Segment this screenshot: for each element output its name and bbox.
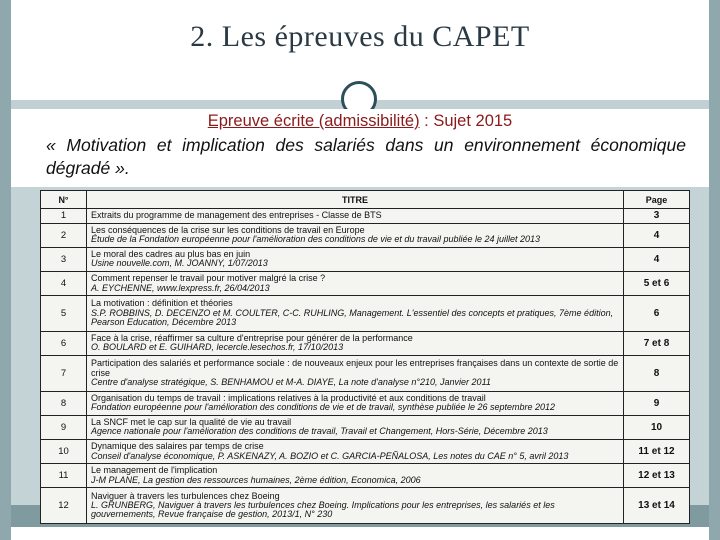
exam-topic-quote: « Motivation et implication des salariés dans un environnement économique dégradé ».: [46, 135, 686, 178]
row-title: [87, 247, 624, 271]
row-number: 6: [41, 331, 87, 355]
row-page: 8: [624, 355, 690, 391]
row-title: [87, 439, 624, 463]
table-row: [41, 488, 690, 524]
row-main-title: La SNCF met le cap sur la qualité de vie au travail: [91, 416, 292, 427]
table-row: [41, 331, 690, 355]
row-page: 6: [624, 296, 690, 332]
right-frame-bar: [709, 0, 720, 540]
row-number: 4: [41, 271, 87, 295]
row-source: Agence nationale pour l'amélioration des conditions de travail, Travail et Changement, Hors-Série, Décembre 2013: [91, 426, 548, 437]
row-source: A. EYCHENNE, www.lexpress.fr, 26/04/2013: [91, 282, 270, 293]
table-row: [41, 271, 690, 295]
table-row: [41, 355, 690, 391]
row-number: 12: [41, 488, 87, 524]
row-main-title: Les conséquences de la crise sur les conditions de travail en Europe: [91, 224, 365, 235]
row-page: 13 et 14: [624, 488, 690, 524]
row-number: 9: [41, 415, 87, 439]
row-source: Conseil d'analyse économique, P. ASKENAZY, A. BOZIO et C. GARCIA-PEÑALOSA, Les notes du CAE n° 5, avril 2013: [91, 450, 569, 461]
row-page: 5 et 6: [624, 271, 690, 295]
row-title: [87, 271, 624, 295]
table-row: [41, 391, 690, 415]
row-number: 3: [41, 247, 87, 271]
row-number: 1: [41, 209, 87, 224]
row-title: [87, 464, 624, 488]
row-page: 7 et 8: [624, 331, 690, 355]
row-source: L. GRUNBERG, Naviguer à travers les turbulences chez Boeing. Implications pour les entreprises, les salariés et les gouvernements, Revue française de gestion, 2013/1, N° 230: [91, 499, 555, 520]
row-main-title: La motivation : définition et théories: [91, 298, 233, 309]
row-main-title: Face à la crise, réaffirmer sa culture d'entreprise pour générer de la performance: [91, 332, 413, 343]
row-main-title: Extraits du programme de management des entreprises - Classe de BTS: [91, 210, 382, 221]
row-title: [87, 296, 624, 332]
row-number: 5: [41, 296, 87, 332]
row-source: Fondation européenne pour l'amélioration des conditions de vie et de travail, synthèse publiée le 26 septembre 2012: [91, 402, 556, 413]
row-page: 4: [624, 223, 690, 247]
row-main-title: Le management de l'implication: [91, 465, 218, 476]
row-main-title: Comment repenser le travail pour motiver malgré la crise ?: [91, 273, 326, 284]
row-page: 4: [624, 247, 690, 271]
row-page: 12 et 13: [624, 464, 690, 488]
left-frame-bar: [0, 0, 11, 540]
row-title: [87, 355, 624, 391]
row-page: 11 et 12: [624, 439, 690, 463]
row-title: [87, 488, 624, 524]
row-number: 7: [41, 355, 87, 391]
row-title: [87, 391, 624, 415]
header-page: Page: [624, 191, 690, 209]
table-row: [41, 464, 690, 488]
header-title: TITRE: [87, 191, 624, 209]
row-number: 11: [41, 464, 87, 488]
table-row: [41, 439, 690, 463]
row-main-title: Dynamique des salaires par temps de crise: [91, 441, 264, 452]
table-row: [41, 415, 690, 439]
row-number: 10: [41, 439, 87, 463]
header-num: N°: [41, 191, 87, 209]
documents-table: [40, 190, 690, 524]
row-page: 9: [624, 391, 690, 415]
row-main-title: Naviguer à travers les turbulences chez Boeing: [91, 490, 280, 501]
row-title: [87, 223, 624, 247]
row-main-title: Participation des salariés et performance sociale : de nouveaux enjeux pour les entreprises françaises dans un contexte de sortie de crise: [91, 358, 619, 378]
row-number: 2: [41, 223, 87, 247]
table-row: [41, 247, 690, 271]
subtitle-year: : Sujet 2015: [419, 112, 513, 130]
row-source: Étude de la Fondation européenne pour l'amélioration des conditions de vie et du travail publiée le 24 juillet 2013: [91, 234, 541, 245]
row-page: 3: [624, 209, 690, 224]
row-page: 10: [624, 415, 690, 439]
row-title: [87, 209, 624, 224]
row-source: O. BOULARD et E. GUIHARD, lecercle.lesechos.fr, 17/10/2013: [91, 342, 344, 353]
row-main-title: Organisation du temps de travail : implications relatives à la productivité et aux conditions de travail: [91, 392, 486, 403]
row-number: 8: [41, 391, 87, 415]
table-header-row: [41, 191, 690, 209]
row-main-title: Le moral des cadres au plus bas en juin: [91, 248, 251, 259]
row-source: Centre d'analyse stratégique, S. BENHAMOU et M-A. DIAYE, La note d'analyse n°210, Janvier 2011: [91, 376, 491, 387]
row-source: J-M PLANE, La gestion des ressources humaines, 2ème édition, Economica, 2006: [91, 474, 421, 485]
row-title: [87, 331, 624, 355]
table-row: [41, 223, 690, 247]
row-title: [87, 415, 624, 439]
subtitle-exam-type: Epreuve écrite (admissibilité): [207, 112, 420, 130]
table-row: [41, 296, 690, 332]
table-row: [41, 209, 690, 224]
slide-title: 2. Les épreuves du CAPET: [190, 20, 530, 53]
row-source: S.P. ROBBINS, D. DECENZO et M. COULTER, C-C. RUHLING, Management. L'essentiel des concepts et pratiques, 7ème édition, Pearson Education, Décembre 2013: [91, 307, 614, 328]
exam-subtitle: [11, 112, 709, 131]
row-source: Usine nouvelle.com, M. JOANNY, 1/07/2013: [91, 258, 268, 269]
